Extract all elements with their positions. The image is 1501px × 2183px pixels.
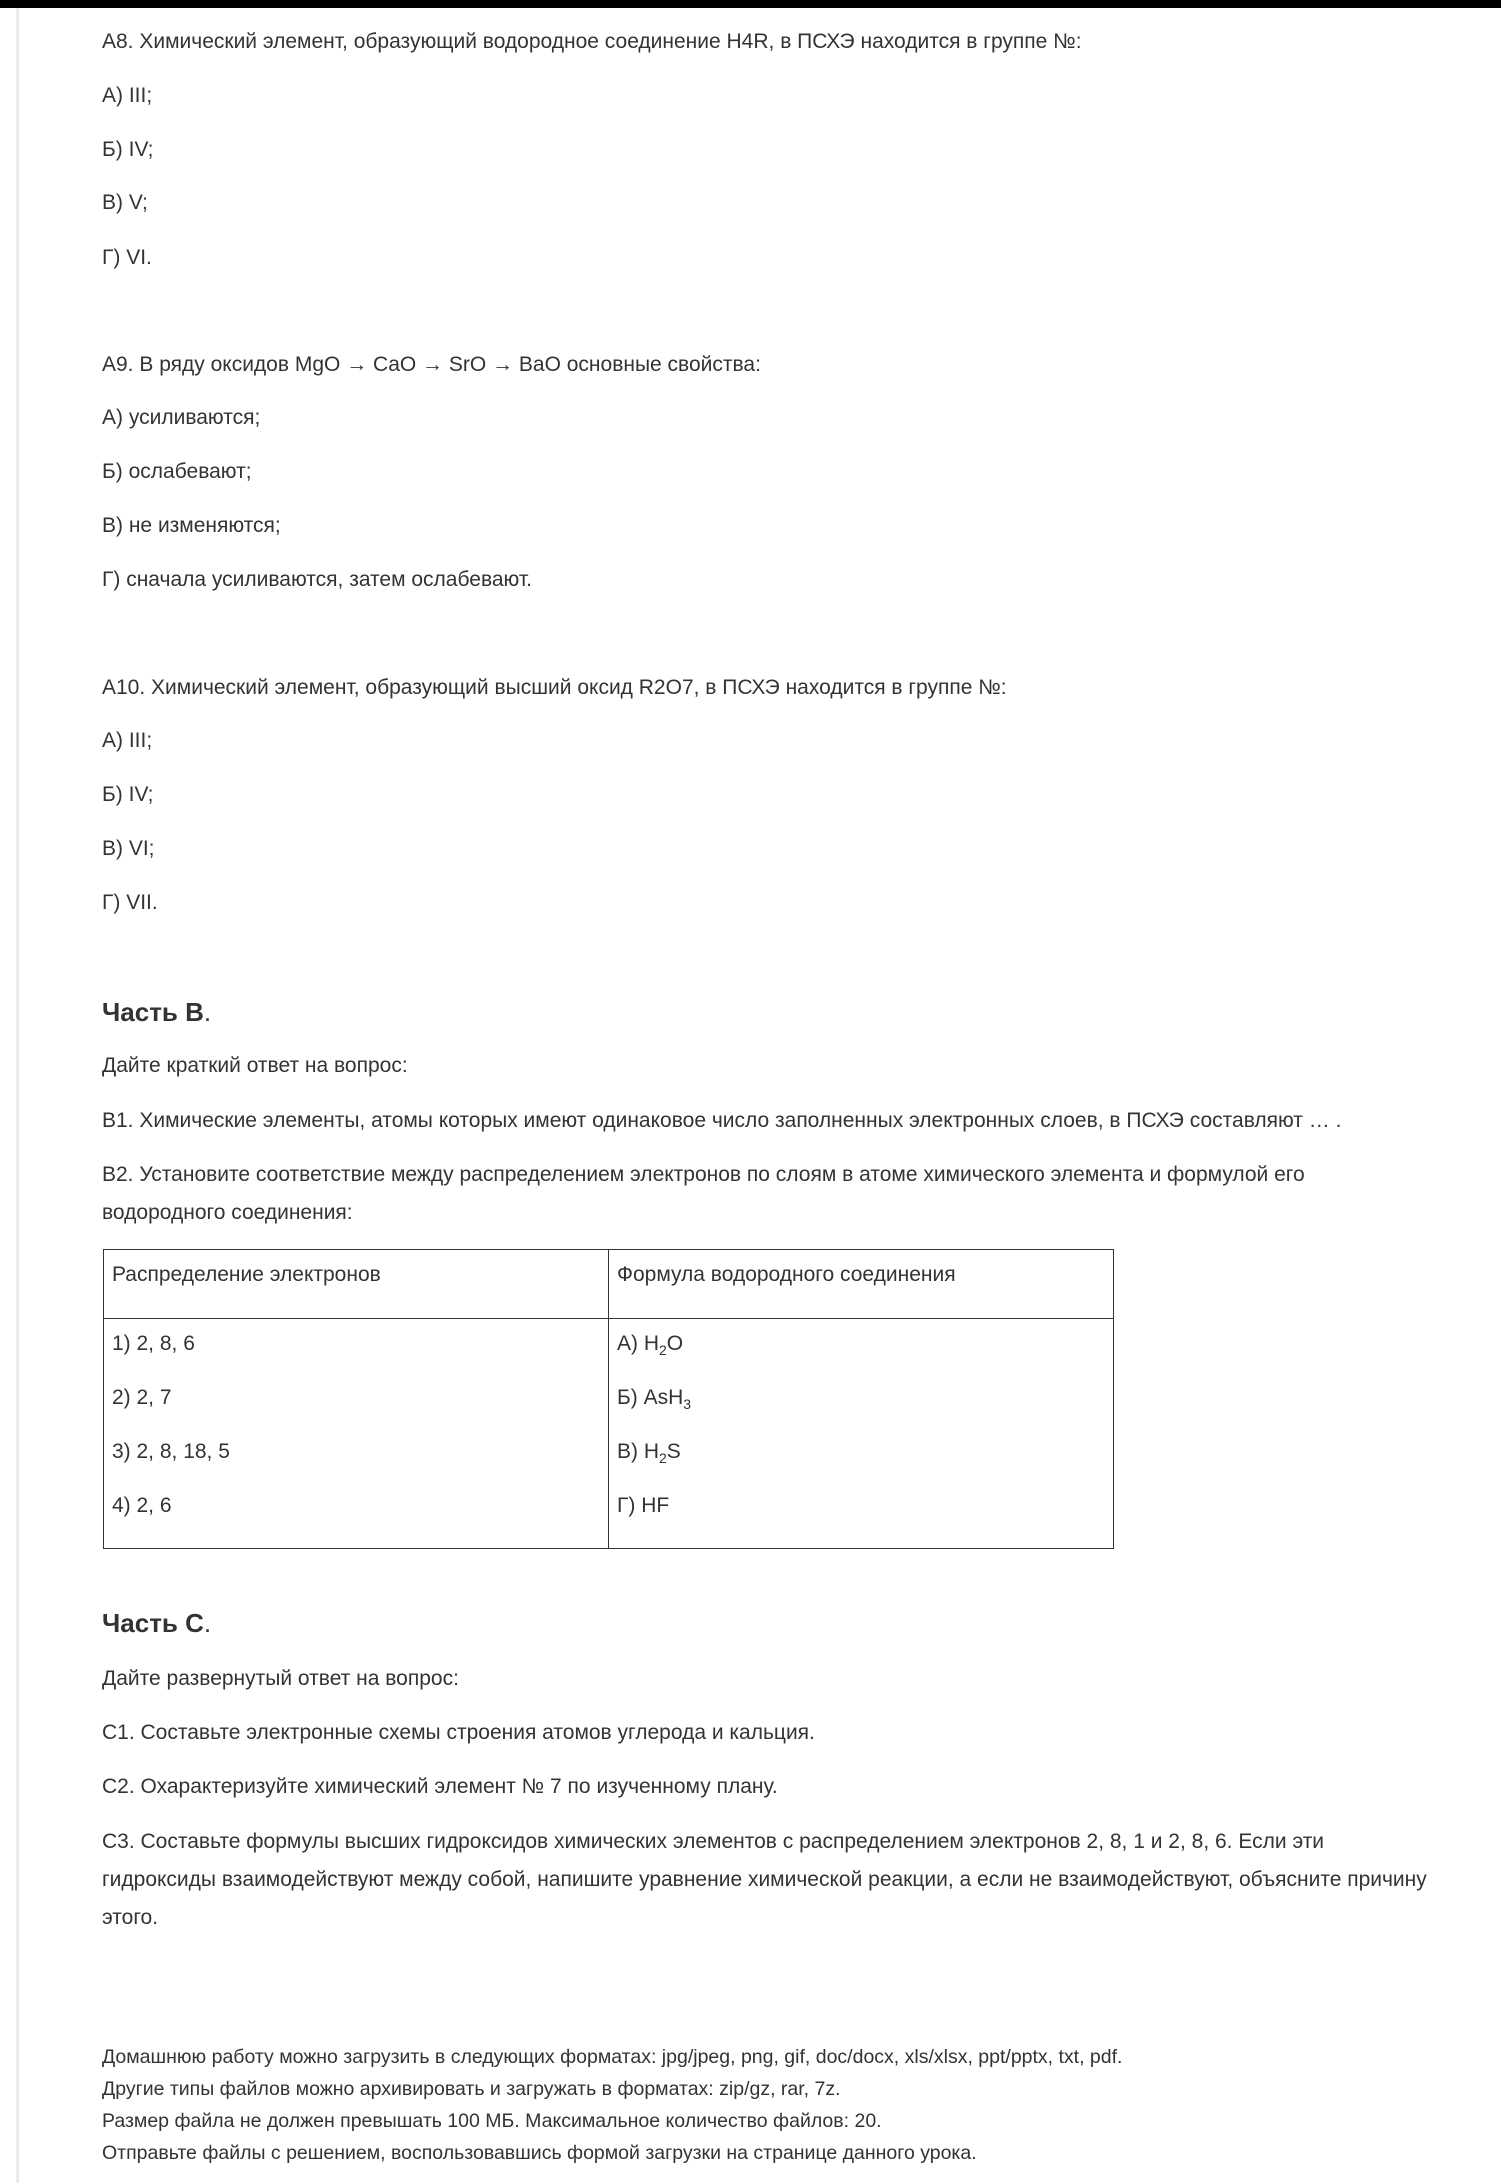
table-cell-distributions [104, 1319, 609, 1549]
distribution-item: 2) 2, 7 [112, 1386, 172, 1409]
top-bar [0, 0, 1501, 8]
option: А) усиливаются; [102, 406, 261, 429]
distribution-item: 4) 2, 6 [112, 1494, 172, 1517]
page-left-border [16, 8, 19, 2183]
formula-text: Г) HF [617, 1494, 670, 1517]
option: Г) сначала усиливаются, затем ослабевают. [102, 568, 532, 591]
table-header: Распределение электронов [104, 1250, 609, 1319]
question-a8: А8. Химический элемент, образующий водородное соединение H4R, в ПСХЭ находится в группе №: [102, 30, 1082, 53]
distribution-item: 1) 2, 8, 6 [112, 1332, 195, 1355]
formula-subscript: 3 [683, 1396, 692, 1412]
option: Г) VI. [102, 246, 152, 269]
formula-text: В) H [617, 1440, 659, 1463]
question-c2: С2. Охарактеризуйте химический элемент № 7 по изученному плану. [102, 1775, 778, 1798]
table-cell-formulas [609, 1319, 1114, 1549]
question-a9: А9. В ряду оксидов MgO → CaO → SrO → BaO основные свойства: [102, 353, 761, 376]
heading-dot: . [203, 997, 212, 1027]
heading-text: Часть В [102, 997, 204, 1027]
section-heading-part-c [102, 1608, 211, 1638]
upload-info-line: Другие типы файлов можно архивировать и загружать в форматах: zip/gz, rar, 7z. [102, 2078, 841, 2100]
question-a10: А10. Химический элемент, образующий высший оксид R2O7, в ПСХЭ находится в группе №: [102, 676, 1007, 699]
part-c-intro: Дайте развернутый ответ на вопрос: [102, 1667, 459, 1690]
question-b1: В1. Химические элементы, атомы которых имеют одинаковое число заполненных электронных слоев, в ПСХЭ составляют … . [102, 1109, 1342, 1132]
formula-text: Б) AsH [617, 1386, 684, 1409]
heading-text: Часть С [102, 1608, 204, 1638]
option: Б) IV; [102, 138, 154, 161]
distribution-item: 3) 2, 8, 18, 5 [112, 1440, 230, 1463]
option: В) VI; [102, 837, 155, 860]
table-row [104, 1319, 1114, 1549]
upload-info [102, 2041, 1122, 2169]
section-heading-part-b [102, 997, 211, 1027]
table-header-row [104, 1250, 1114, 1319]
question-c1: С1. Составьте электронные схемы строения атомов углерода и кальция. [102, 1721, 815, 1744]
part-b-intro: Дайте краткий ответ на вопрос: [102, 1054, 408, 1077]
option: В) V; [102, 191, 148, 214]
option: Г) VII. [102, 891, 158, 914]
option: Б) ослабевают; [102, 460, 252, 483]
question-b2: В2. Установите соответствие между распределением электронов по слоям в атоме химического элемента и формулой его водородного соединения: [102, 1163, 1305, 1224]
formula-subscript: 2 [659, 1450, 667, 1466]
formula-text: А) H [617, 1332, 659, 1355]
formula-text: O [666, 1332, 684, 1355]
formula-text: S [666, 1440, 681, 1463]
matching-table [103, 1249, 1114, 1549]
upload-info-line: Отправьте файлы с решением, воспользовавшись формой загрузки на странице данного урока. [102, 2142, 977, 2164]
heading-dot: . [203, 1608, 212, 1638]
option: В) не изменяются; [102, 514, 281, 537]
option: Б) IV; [102, 783, 154, 806]
formula-item [617, 1492, 1105, 1536]
formula-item [617, 1330, 1105, 1384]
table-header: Формула водородного соединения [609, 1250, 1114, 1319]
upload-info-line: Размер файла не должен превышать 100 МБ. Максимальное количество файлов: 20. [102, 2110, 882, 2132]
question-c3: С3. Составьте формулы высших гидроксидов химических элементов с распределением электронов 2, 8, 1 и 2, 8, 6. Если эти гидроксиды взаимодействуют между собой, напишите уравнение химической реакции, а если не взаимодействуют, объясните причину этого. [102, 1830, 1427, 1929]
option: А) III; [102, 84, 153, 107]
formula-item [617, 1438, 1105, 1492]
formula-subscript: 2 [659, 1342, 667, 1358]
option: А) III; [102, 729, 153, 752]
formula-item [617, 1384, 1105, 1438]
upload-info-line: Домашнюю работу можно загрузить в следующих форматах: jpg/jpeg, png, gif, doc/docx, xls/xlsx, ppt/pptx, txt, pdf. [102, 2046, 1123, 2068]
